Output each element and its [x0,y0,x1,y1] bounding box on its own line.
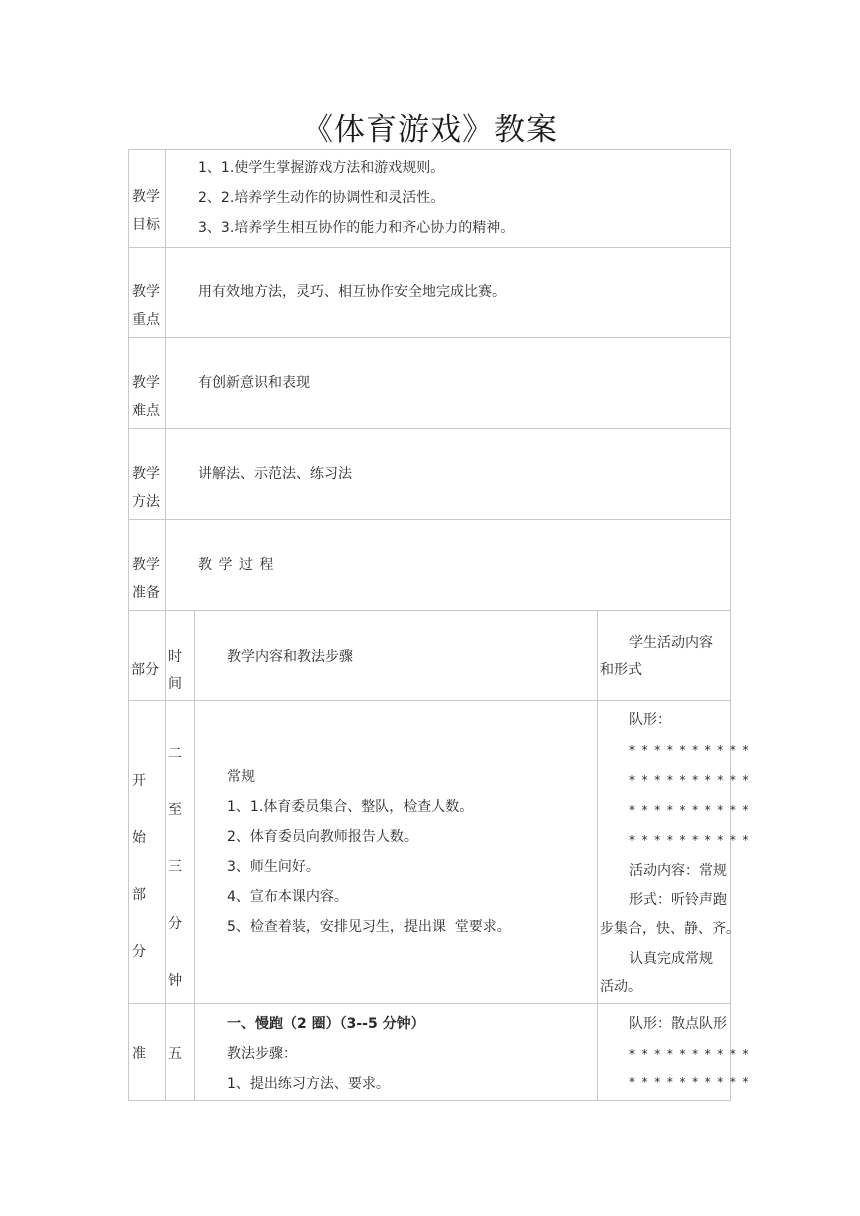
start-student-10: 活动。 [600,979,642,995]
difficulty-text: 有创新意识和表现 [198,375,310,391]
header-part: 部分 [131,662,159,678]
start-student-1: 队形： [629,712,671,728]
prep-student-1: 队形：散点队形 [629,1016,727,1032]
start-time-3: 三 [168,859,182,875]
start-content-4: 3、师生问好。 [227,859,320,875]
page-title: 《体育游戏》教案 [302,112,558,148]
prep-student-2: * * * * * * * * * * [629,1047,750,1061]
header-student-line2: 和形式 [600,662,642,678]
start-time-2: 至 [168,802,182,818]
header-time-line2: 间 [168,676,182,692]
header-student-line1: 学生活动内容 [629,635,713,651]
prep-student-3: * * * * * * * * * * [629,1075,750,1089]
goal-label-line1: 教学 [132,189,160,205]
start-content-1: 常规 [227,769,255,785]
start-student-2: * * * * * * * * * * [629,743,750,757]
focus-label-line2: 重点 [132,312,160,328]
start-content-6: 5、检查着装，安排见习生，提出课 堂要求。 [227,919,511,935]
prep-content-3: 1、提出练习方法、要求。 [227,1076,390,1092]
start-student-5: * * * * * * * * * * [629,833,750,847]
prep-label-line2: 准备 [132,585,160,601]
start-student-8: 步集合，快、静、齐。 [600,921,740,937]
difficulty-label-line2: 难点 [132,403,160,419]
goal-item-3: 3、3.培养学生相互协作的能力和齐心协力的精神。 [198,220,515,236]
start-content-3: 2、体育委员向教师报告人数。 [227,829,418,845]
focus-text: 用有效地方法，灵巧、相互协作安全地完成比赛。 [198,284,506,300]
prep-time: 五 [168,1046,182,1062]
goal-item-2: 2、2.培养学生动作的协调性和灵活性。 [198,190,445,206]
method-label-line2: 方法 [132,494,160,510]
start-student-7: 形式：听铃声跑 [629,892,727,908]
start-student-4: * * * * * * * * * * [629,803,750,817]
focus-label-line1: 教学 [132,284,160,300]
start-part-1: 开 [132,773,146,789]
goal-item-1: 1、1.使学生掌握游戏方法和游戏规则。 [198,160,445,176]
start-part-3: 部 [132,887,146,903]
start-student-6: 活动内容：常规 [629,863,727,879]
start-student-9: 认真完成常规 [629,951,713,967]
prep-content-1: 一、慢跑（2 圈）（3--5 分钟） [227,1016,425,1032]
method-label-line1: 教学 [132,466,160,482]
method-text: 讲解法、示范法、练习法 [198,466,352,482]
prep-label-line1: 教学 [132,557,160,573]
prep-part: 准 [132,1046,146,1062]
start-content-5: 4、宣布本课内容。 [227,889,348,905]
header-content: 教学内容和教法步骤 [227,649,353,665]
start-part-4: 分 [132,944,146,960]
start-time-1: 二 [168,746,182,762]
start-part-2: 始 [132,830,146,846]
goal-label-line2: 目标 [132,217,160,233]
difficulty-label-line1: 教学 [132,375,160,391]
prep-content-2: 教法步骤： [227,1046,297,1062]
start-content-2: 1、1.体育委员集合、整队，检查人数。 [227,799,474,815]
start-time-4: 分 [168,916,182,932]
start-student-3: * * * * * * * * * * [629,773,750,787]
header-time-line1: 时 [168,649,182,665]
start-time-5: 钟 [168,973,182,989]
prep-text: 教 学 过 程 [198,557,275,573]
